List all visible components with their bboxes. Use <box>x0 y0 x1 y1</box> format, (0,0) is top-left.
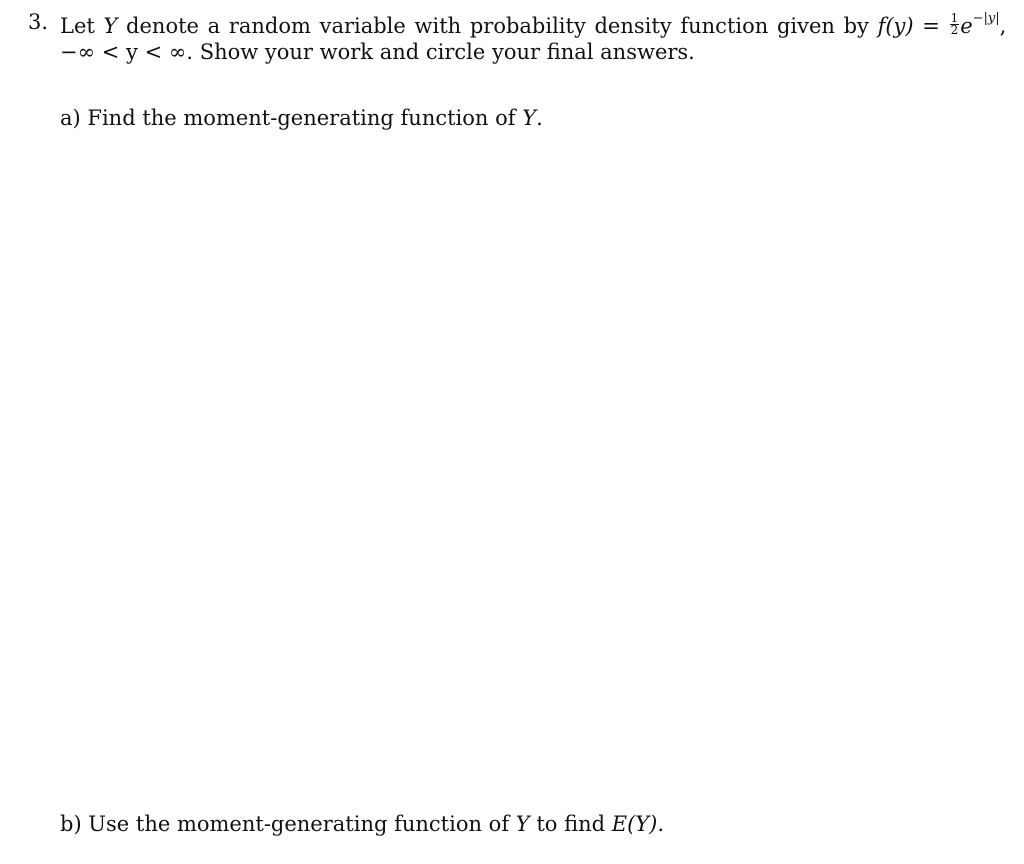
part-b-answer-space[interactable] <box>60 845 960 864</box>
problem-text-middle: denote a random variable with probability density function given by <box>117 14 878 38</box>
random-variable-y: Y <box>103 14 118 38</box>
one-half-fraction <box>950 13 960 36</box>
problem-statement-line-2: −∞ < y < ∞. Show your work and circle your final answers. <box>60 40 695 64</box>
fraction-denominator: 2 <box>950 23 959 37</box>
problem-statement-line-1 <box>60 8 1006 40</box>
part-b-period: . <box>657 812 665 836</box>
equals-sign: = <box>913 14 949 38</box>
pdf-exponent: −|y| <box>972 11 1000 26</box>
part-b-text-mid: to find <box>529 812 612 836</box>
fraction-numerator: 1 <box>950 11 959 25</box>
part-a-period: . <box>536 106 543 130</box>
part-a-answer-space[interactable] <box>60 150 960 790</box>
euler-e: e <box>960 14 973 38</box>
part-a-text: a) Find the moment-generating function of <box>60 106 523 130</box>
part-b-prompt <box>60 810 664 838</box>
question-number: 3. <box>28 10 49 34</box>
pdf-function: f(y) <box>877 14 914 38</box>
part-a-prompt <box>60 104 543 132</box>
problem-line1-comma: , <box>999 14 1007 38</box>
problem-text-prefix: Let <box>60 14 104 38</box>
part-a-variable: Y <box>522 106 537 130</box>
part-b-variable: Y <box>515 812 530 836</box>
expectation-ey: E(Y) <box>611 812 658 836</box>
part-b-text: b) Use the moment-generating function of <box>60 812 516 836</box>
